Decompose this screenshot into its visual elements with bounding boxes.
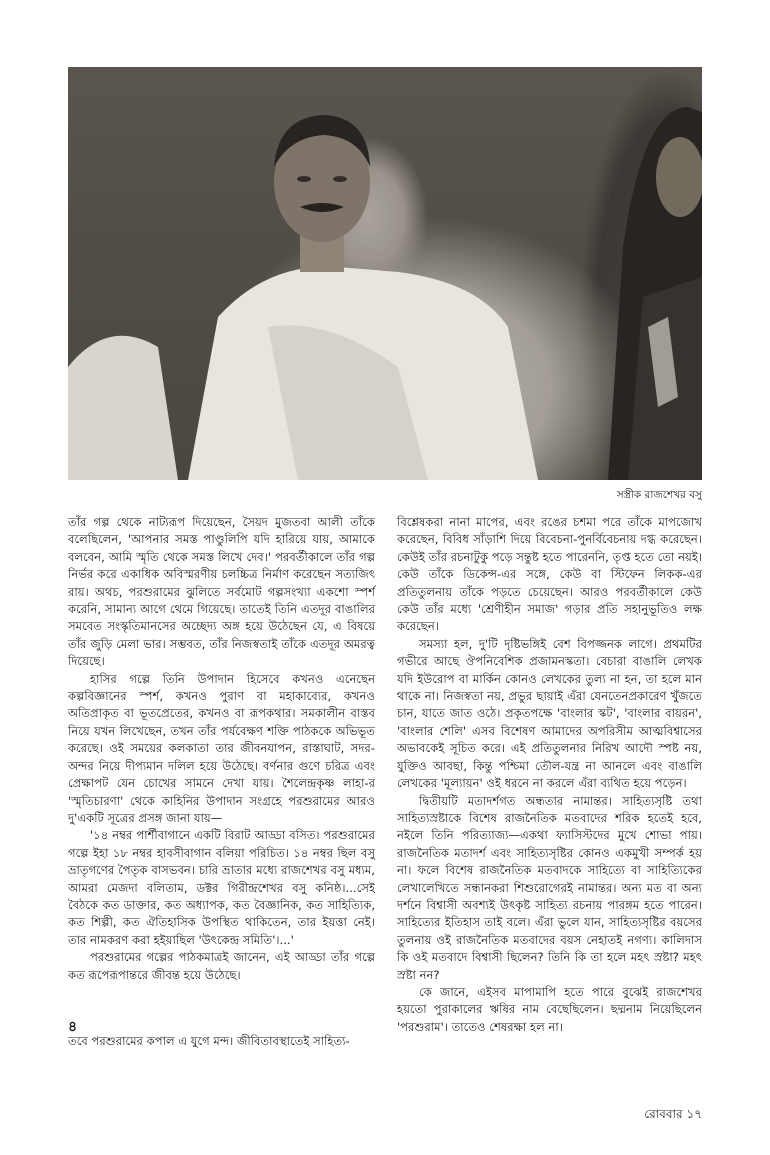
paragraph-continued: তবে পরশুরামের কপাল এ যুগে মন্দ। জীবিতাবস্থাতেই সাহিত্য- [68, 1034, 350, 1048]
photograph [68, 67, 702, 480]
paragraph: তাঁর গল্প থেকে নাট্যরূপ দিয়েছেন, সৈয়দ মুজতবা আলী তাঁকে বলেছিলেন, 'আপনার সমস্ত পাণ্ডুলিপি যদি হারিয়ে যায়, আমাকে বলবেন, আমি স্মৃতি থেকে সমস্ত লিখে দেব।' পরবর্তীকালে তাঁর গল্প নির্ভর করে একাধিক অবিস্মরণীয় চলচ্চিত্র নির্মাণ করেছেন সত্যজিৎ রায়। অথচ, পরশুরামের ঝুলিতে সর্বমোট গল্পসংখ্যা একশো স্পর্শ করেনি, সামান্য আগে থেমে গিয়েছে। তাতেই তিনি এতদূর বাঙালির সমবেত সংস্কৃতিমানসের অচ্ছেদ্য অঙ্গ হয়ে উঠেছেন যে, এ বিষয়ে তাঁর জুড়ি মেলা ভার। সম্ভবত, তাঁর নিজস্বতাই তাঁকে এতদূর অমরত্ব দিয়েছে। [68, 515, 375, 669]
photo-caption: সস্ত্রীক রাজশেখর বসু [616, 489, 702, 501]
quotation: '১৪ নম্বর পার্শীবাগানে একটি বিরাট আড্ডা বসিত। পরশুরামের গল্পে ইহা ১৮ নম্বর হাবসীবাগান বলিয়া পরিচিত। ১৪ নম্বর ছিল বসু ভ্রাতৃগণের পৈতৃক বাসভবন। চারি ভ্রাতার মধ্যে রাজশেখর বসু মধ্যম, আমরা মেজদা বলিতাম, ডক্টর গিরীন্দ্রশেখর বসু কনিষ্ঠ।...সেই বৈঠকে কত ডাক্তার, কত অধ্যাপক, কত বৈজ্ঞানিক, কত সাহিত্যিক, কত শিল্পী, কত ঐতিহাসিক উপস্থিত থাকিতেন, তার ইয়ত্তা নেই। তার নামকরণ করা হইয়াছিল 'উৎকেন্দ্র সমিতি'।...' [68, 828, 375, 947]
paragraph: পরশুরামের গল্পের পাঠকমাত্রই জানেন, এই আড্ডা তাঁর গল্পে কত রূপেরূপান্তরে জীবন্ত হয়ে উঠেছে। [68, 950, 375, 982]
paragraph: বিশ্লেষকরা নানা মাপের, এবং রঙের চশমা পরে তাঁকে মাপজোখ করেছেন, বিবিধ সাঁড়াশি দিয়ে বিবেচনা-পুনর্বিবেচনায় দগ্ধ করেছেন। কেউই তাঁর রচনাটুকু পড়ে সন্তুষ্ট হতে পারেননি, তৃপ্ত হতে তো নয়ই। কেউ তাঁকে ডিকেন্স-এর সঙ্গে, কেউ বা স্টিফেন লিকক-এর প্রতিতুলনায় তাঁকে পড়তে চেয়েছেন। আরও পরবর্তীকালে কেউ কেউ তাঁর মধ্যে 'শ্রেণীহীন সমাজ' গড়ার প্রতি সহানুভূতিও লক্ষ করেছেন। [397, 515, 702, 634]
article-column-right [397, 514, 702, 1036]
paragraph: হাসির গল্পে তিনি উপাদান হিসেবে কখনও এনেছেন কল্পবিজ্ঞানের স্পর্শ, কখনও পুরাণ বা মহাকাব্যের, কখনও অতিপ্রাকৃত বা ভূতপ্রেতের, কখনও বা রূপকথার। সমকালীন বাস্তব নিয়ে যখন লিখেছেন, তখন তাঁর পর্যবেক্ষণ শক্তি পাঠককে অভিভূত করেছে। ওই সময়ের কলকাতা তার জীবনযাপন, রাস্তাঘাট, সদর-অন্দর নিয়ে দীপ্যমান দলিল হয়ে উঠেছে। বর্ণনার গুণে চরিত্র এবং প্রেক্ষাপট যেন চোখের সামনে দেখা যায়। শৈলেন্দ্রকৃষ্ণ লাহা-র 'স্মৃতিচারণা' থেকে কাহিনির উপাদান সংগ্রহে পরশুরামের আরও দু'একটি সূত্রের প্রসঙ্গ জানা যায়— [68, 671, 375, 825]
section-number: ৪ [68, 1019, 78, 1035]
paragraph: কে জানে, এইসব মাপামাপি হতে পারে বুঝেই রাজশেখর হয়তো পুরাকালের ঋষির নাম বেছেছিলেন। ছদ্মনাম নিয়েছিলেন 'পরশুরাম'। তাতেও শেষরক্ষা হল না। [397, 984, 702, 1034]
article-column-left [68, 514, 375, 984]
paragraph: সমস্যা হল, দু'টি দৃষ্টিভঙ্গিই বেশ বিপজ্জনক লাগে। প্রথমটির গভীরে আছে ঔপনিবেশিক প্রজামনস্কতা। বেচারা বাঙালি লেখক যদি ইউরোপ বা মার্কিন কোনও লেখকের তুল্য না হন, তা হলে মান থাকে না। নিজস্বতা নয়, প্রভুর ছায়াই এঁরা যেনতেনপ্রকারেণ খুঁজতে চান, যাতে জাত ওঠে। প্রকৃতপক্ষে 'বাংলার স্কট', 'বাংলার বায়রন', 'বাংলার শেলি' এসব বিশেষণ আমাদের অপরিসীম আত্মবিশ্বাসের অভাবকেই সূচিত করে। এই প্রতিতুলনার নিরিখ আদৌ স্পষ্ট নয়, যুক্তিও আবছা, কিন্তু পশ্চিমা তৌল-যন্ত্র না আনলে এবং বাঙালি লেখকের 'মূল্যায়ন' ওই ধরনে না করলে এঁরা ব্যথিত হয়ে পড়েন। [397, 636, 702, 791]
page-footer: রোববার ১৭ [644, 1107, 702, 1121]
photo-illustration [68, 67, 702, 480]
paragraph: দ্বিতীয়টি মতাদর্শগত অন্ধতার নামান্তর। সাহিত্যসৃষ্টি তথা সাহিত্যস্রষ্টাকে বিশেষ রাজনৈতিক মতবাদের শরিক হতেই হবে, নইলে তিনি পরিত্যাজ্য—একথা ফ্যাসিস্টদের মুখে শোভা পায়। রাজনৈতিক মতাদর্শ এবং সাহিত্যসৃষ্টির কোনও একমুখী সম্পর্ক হয় না। ফলে বিশেষ রাজনৈতিক মতবাদকে সাহিত্যে বা সাহিত্যিকের লেখালেখিতে সন্ধানকরা শিশুরোগেরই নামান্তর। অন্য মত বা অন্য দর্শনে বিশ্বাসী অবশ্যই উৎকৃষ্ট সাহিত্য রচনায় পারঙ্গম হতে পারেন। সাহিত্যের ইতিহাস তাই বলে। এঁরা ভুলে যান, সাহিত্যসৃষ্টির বয়সের তুলনায় ওই রাজনৈতিক মতবাদের বয়স নেহাতই নগণ্য। কালিদাস কি ওই মতবাদে বিশ্বাসী ছিলেন? তিনি কি তা হলে মহৎ স্রষ্টা? মহৎ স্রষ্টা নন? [397, 793, 702, 982]
